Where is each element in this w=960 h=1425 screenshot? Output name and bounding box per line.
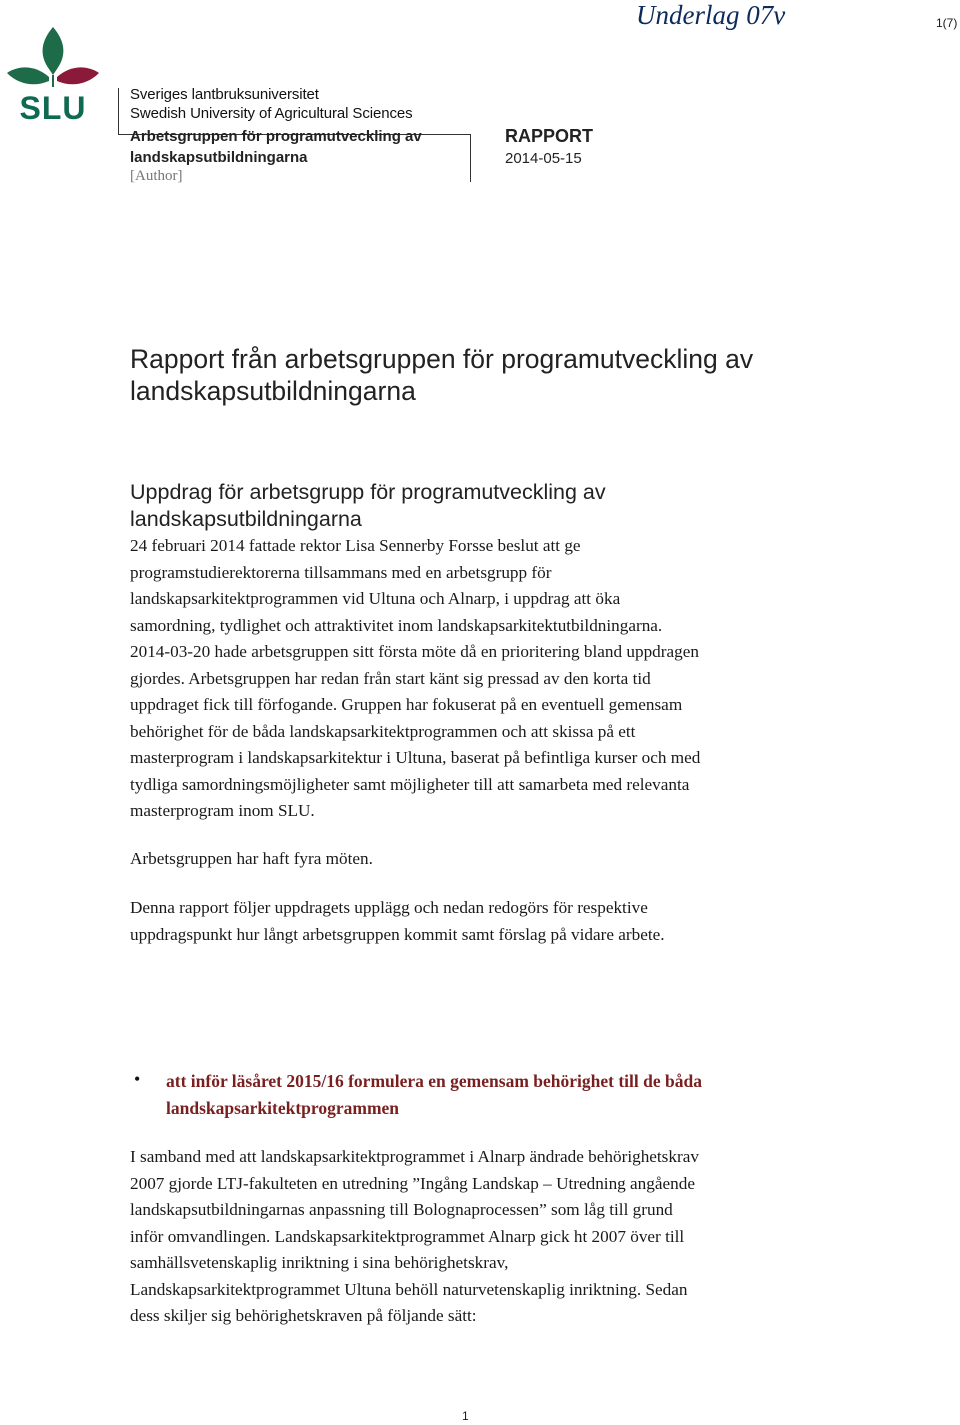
- working-group-name: Arbetsgruppen för programutveckling av landskapsutbildningarna: [130, 128, 422, 166]
- slu-logo: [5, 25, 101, 125]
- leaf-right-icon: [57, 67, 99, 84]
- leaf-top-icon: [43, 27, 64, 75]
- document-date: 2014-05-15: [505, 150, 582, 167]
- paragraph-meetings: Arbetsgruppen har haft fyra möten.: [130, 849, 373, 868]
- paragraph-report-structure: Denna rapport följer uppdragets upplägg och nedan redogörs för respektive uppdragspunkt hur långt arbetsgruppen kommit samt förslag på vidare arbete.: [130, 898, 665, 944]
- page-count: 1(7): [936, 16, 958, 30]
- footer-page-number: 1: [462, 1409, 469, 1423]
- bullet-icon: •: [134, 1069, 141, 1089]
- document-stamp: Underlag 07v: [636, 0, 786, 30]
- paragraph-assignment: 24 februari 2014 fattade rektor Lisa Sennerby Forsse beslut att ge programstudierektorerna tillsammans med en arbetsgrupp för landskapsarkitektprogrammen vid Ultuna och Alnarp, i uppdrag att öka samordning, tydlighet och attraktivitet inom landskapsarkitektutbildningarna. 2014-03-20 hade arbetsgruppen sitt första möte då en prioritering bland uppdragen gjordes. Arbetsgruppen har redan från start känt sig pressad av den korta tid uppdraget fick till förfogande. Gruppen har fokuserat på en eventuell gemensam behörighet för de båda landskapsarkitektprogrammen och att skissa på ett masterprogram i landskapsarkitektur i Ultuna, baserat på befintliga kurser och med tydliga samordningsmöjligheter samt möjligheter till att samarbeta med relevanta masterprogram inom SLU.: [130, 536, 701, 820]
- leaf-left-icon: [7, 67, 49, 84]
- assignment-point-heading: att inför läsåret 2015/16 formulera en gemensam behörighet till de båda landskapsarkitektprogrammen: [166, 1071, 702, 1118]
- document-type: RAPPORT: [505, 126, 594, 146]
- org-name-english: Swedish University of Agricultural Sciences: [130, 105, 413, 122]
- org-name-swedish: Sveriges lantbruksuniversitet: [130, 86, 319, 103]
- header-divider-left: [118, 88, 119, 134]
- stem-icon: [52, 75, 54, 87]
- paragraph-eligibility: I samband med att landskapsarkitektprogrammet i Alnarp ändrade behörighetskrav 2007 gjorde LTJ-fakulteten en utredning ”Ingång Landskap – Utredning angående landskapsutbildningarnas anpassning till Bolognaprocessen” som låg till grund inför omvandlingen. Landskapsarkitektprogrammet Alnarp gick ht 2007 över till samhällsvetenskaplig inriktning i sina behörighetskrav, Landskapsarkitektprogrammet Ultuna behöll naturvetenskaplig inriktning. Sedan dess skiljer sig behörighetskraven på följande sätt:: [130, 1147, 699, 1325]
- author-placeholder: [Author]: [130, 168, 183, 184]
- section-heading: Uppdrag för arbetsgrupp för programutveckling av landskapsutbildningarna: [130, 480, 606, 531]
- slu-logo-text: SLU: [19, 90, 87, 125]
- report-title: Rapport från arbetsgruppen för programutveckling av landskapsutbildningarna: [130, 344, 754, 406]
- header-divider-right: [470, 134, 471, 182]
